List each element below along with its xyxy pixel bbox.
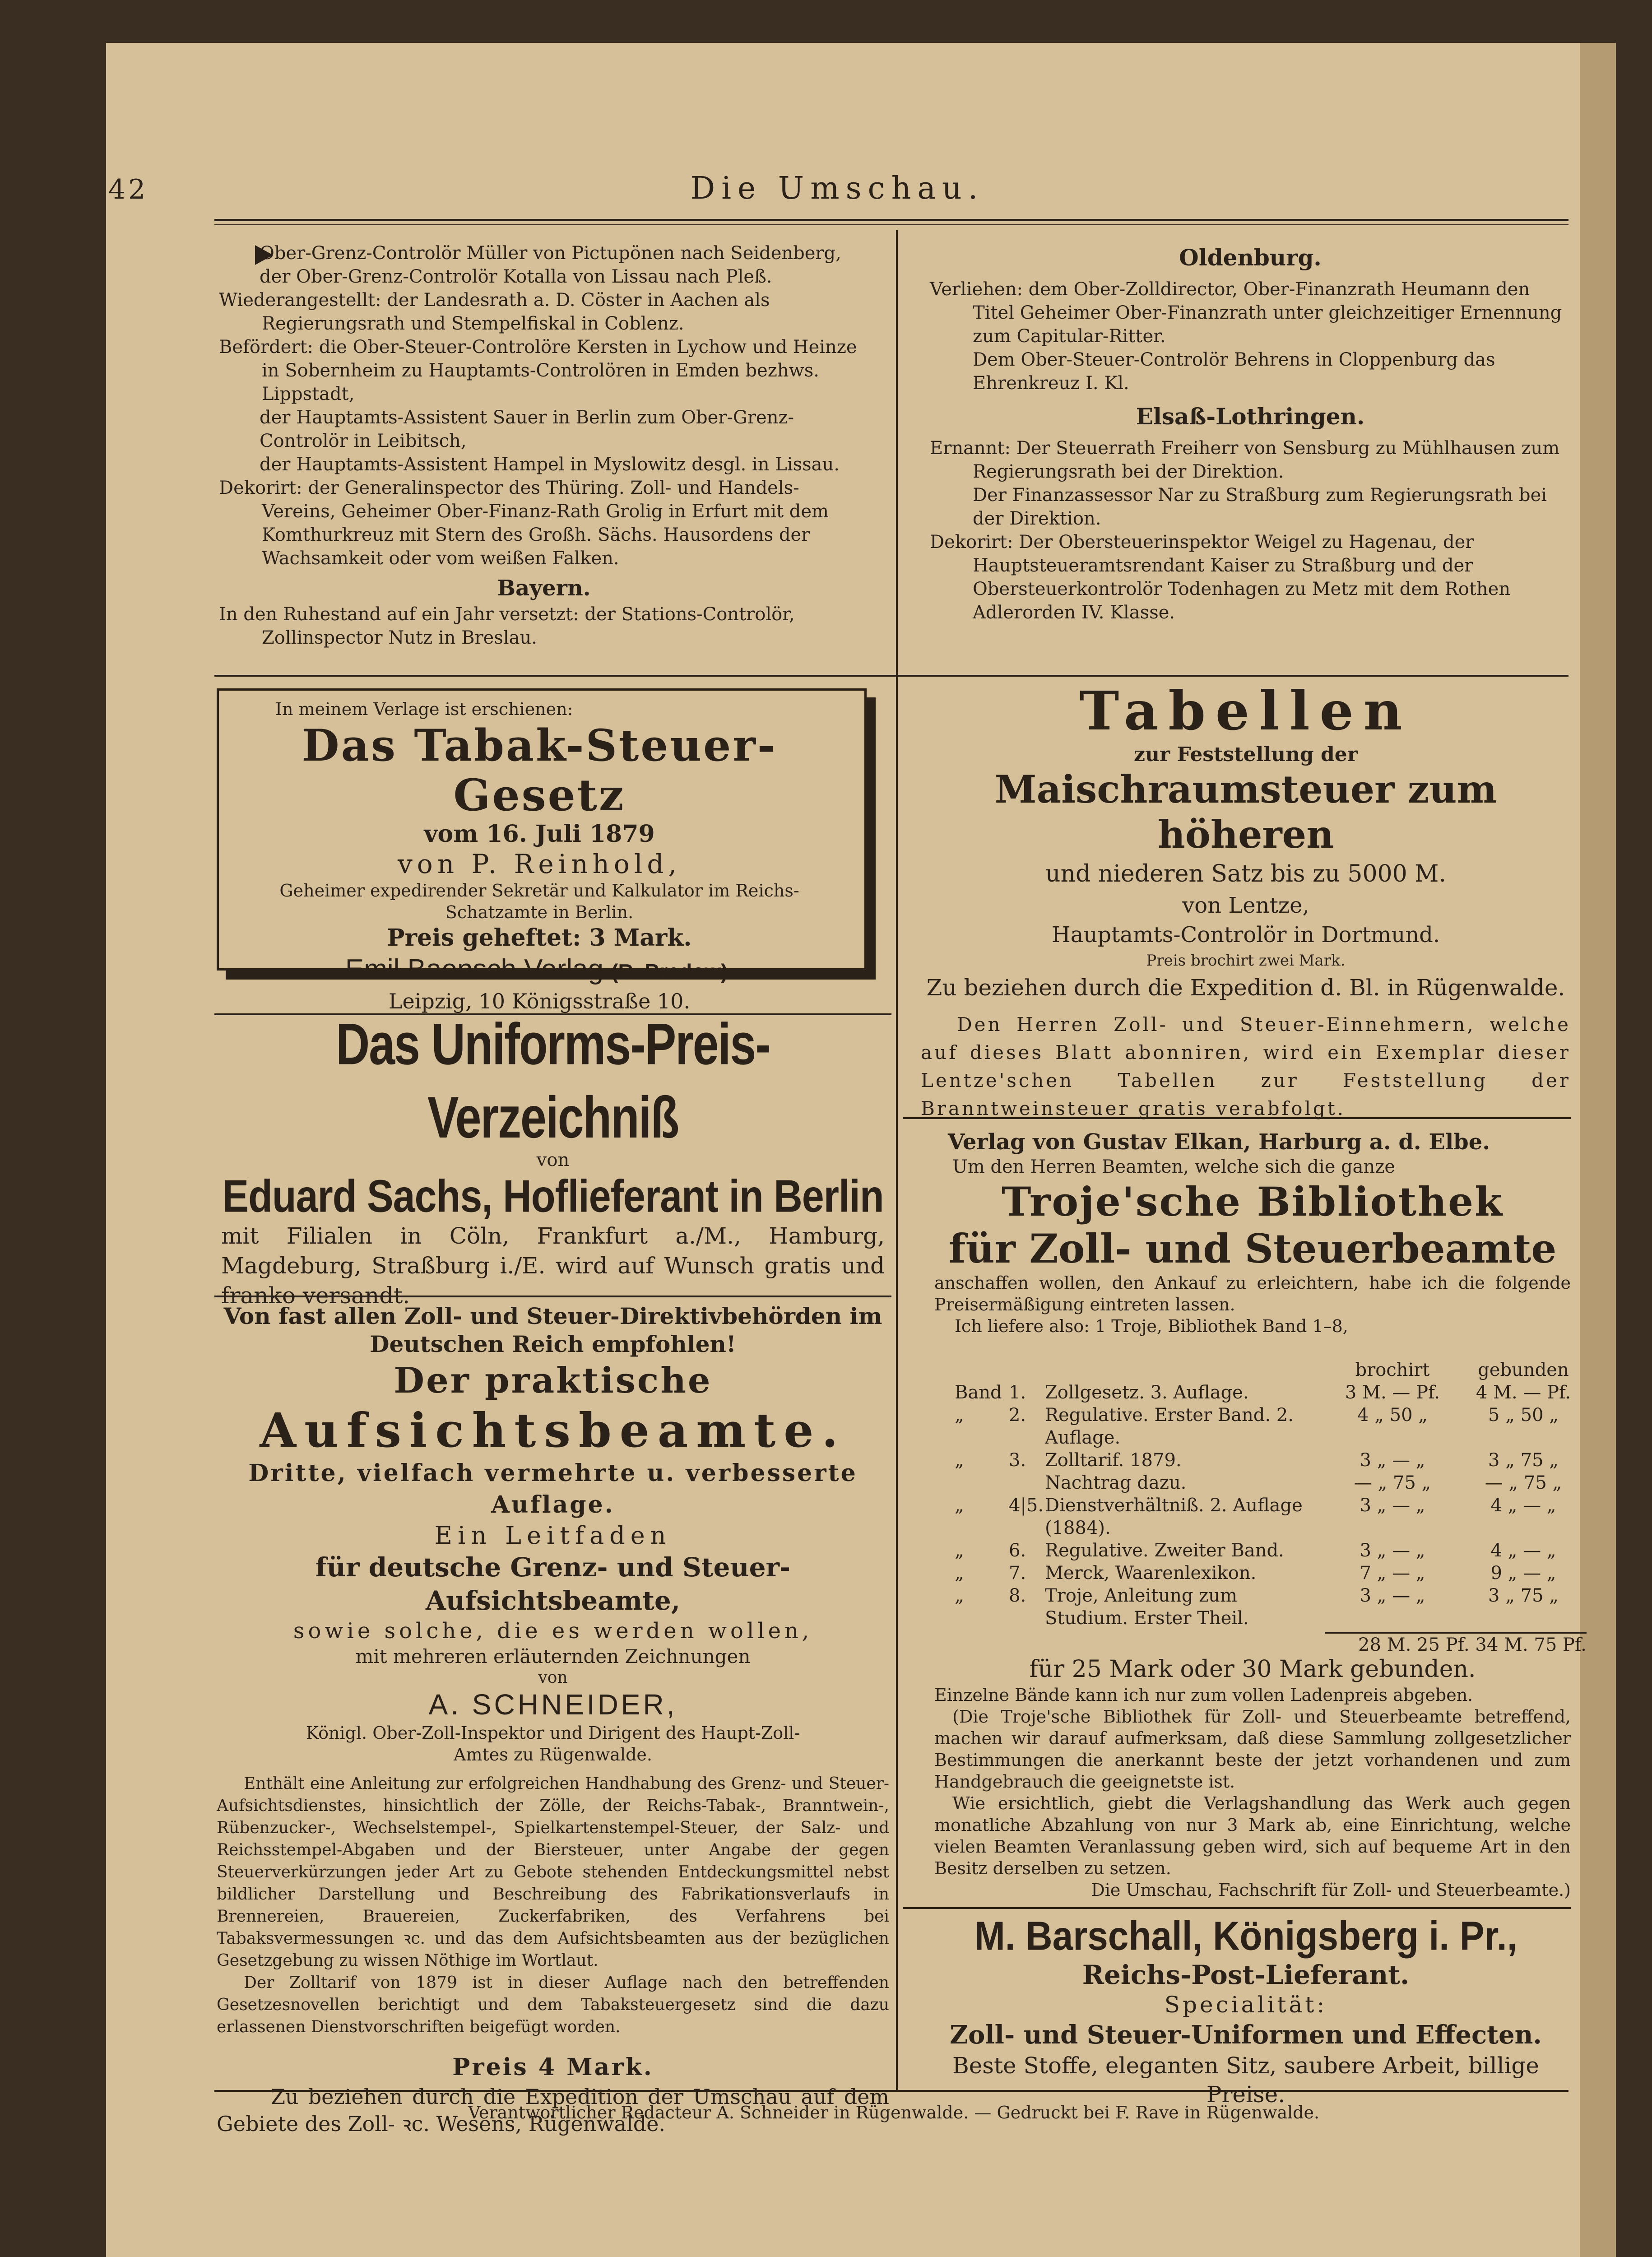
ad-note: Den Herren Zoll- und Steuer-Einnehmern, welche auf dieses Blatt abonniren, wird ein Exemplar dieser Lentze'schen Tabellen zur Feststellung der Branntweinsteuer gratis verabfolgt.	[921, 1013, 1571, 1119]
ad-title1: Troje'sche Bibliothek	[1001, 1178, 1504, 1225]
table-cell-broch: 7 „ — „	[1360, 1563, 1425, 1584]
news-line: der Hauptamts-Assistent Hampel in Myslowitz desgl. in Lissau.	[260, 454, 840, 475]
news-line: Wiederangestellt: der Landesrath a. D. Cöster in Aachen als Regierungsrath und Stempelfiskal in Coblenz.	[219, 290, 770, 334]
table-cell-broch: 3 M. — Pf.	[1345, 1382, 1440, 1403]
table-row	[955, 1449, 1587, 1472]
ad-author: A. SCHNEIDER,	[428, 1688, 678, 1721]
ad-title: Das Uniforms-Preis-Verzeichniß	[336, 1012, 770, 1151]
ad-text3: Einzelne Bände kann ich nur zum vollen Ladenpreis abgeben.	[934, 1685, 1473, 1705]
header-rule	[214, 219, 1568, 221]
ad-address: Leipzig, 10 Königsstraße 10.	[388, 989, 691, 1013]
table-cell-geb: 4 M. — Pf.	[1476, 1382, 1571, 1403]
ad-zeichnungen: mit mehreren erläuternden Zeichnungen	[355, 1645, 751, 1667]
left-top-news	[219, 241, 869, 650]
table-row	[955, 1539, 1587, 1562]
footer-imprint: Verantwortlicher Redacteur A. Schneider in Rügenwalde. — Gedruckt bei F. Rave in Rügenwalde.	[468, 2103, 1320, 2122]
ad-price: Preis 4 Mark.	[452, 2053, 654, 2081]
ad-author-desc: Geheimer expedirender Sekretär und Kalkulator im Reichs-Schatzamte in Berlin.	[279, 881, 799, 922]
news-line: Verliehen: dem Ober-Zolldirector, Ober-Finanzrath Heumann den Titel Geheimer Ober-Finanzrath unter gleichzeitiger Ernennung zum Capitular-Ritter.	[930, 279, 1562, 347]
pointer-mark-icon	[255, 245, 273, 265]
table-cell-band: „	[955, 1540, 964, 1561]
table-cell-nr: 2.	[1009, 1405, 1026, 1426]
ad-order: Zu beziehen durch die Expedition der Umschau auf dem Gebiete des Zoll- ꝛc. Wesens, Rügenwalde.	[217, 2085, 889, 2136]
ad-company: Eduard Sachs, Hoflieferant in Berlin	[222, 1170, 884, 1222]
table-body	[955, 1381, 1587, 1630]
news-line: Dem Ober-Steuer-Controlör Behrens in Cloppenburg das Ehrenkreuz I. Kl.	[973, 349, 1495, 394]
table-row	[955, 1381, 1587, 1404]
ad-text6: Die Umschau, Fachschrift für Zoll- und Steuerbeamte.)	[1091, 1880, 1571, 1900]
ad-title: Das Tabak-Steuer-Gesetz	[302, 720, 777, 821]
table-cell-band: „	[955, 1450, 964, 1471]
table-cell-nr	[1009, 1472, 1045, 1494]
table-cell-nr: 6.	[1009, 1540, 1026, 1561]
total-value: 28 M. 25 Pf. 34 M. 75 Pf.	[1358, 1635, 1587, 1655]
ad-price: Preis brochirt zwei Mark.	[1146, 952, 1346, 970]
ad-title2: Aufsichtsbeamte.	[260, 1402, 846, 1458]
ad-aufsichtsbeamte	[217, 1302, 889, 2137]
table-row	[955, 1494, 1587, 1539]
news-line: Ernannt: Der Steuerrath Freiherr von Sensburg zu Mühlhausen zum Regierungsrath bei der Direktion.	[930, 438, 1560, 482]
news-line: der Hauptamts-Assistent Sauer in Berlin zum Ober-Grenz-Controlör in Leibitsch,	[260, 407, 794, 451]
right-top-news	[930, 246, 1571, 624]
table-cell-geb: 5 „ 50 „	[1488, 1405, 1559, 1426]
table-cell-broch: 3 „ — „	[1360, 1450, 1425, 1471]
ad-title: Tabellen	[1079, 679, 1412, 742]
ad-verlag: Verlag von Gustav Elkan, Harburg a. d. Elbe.	[948, 1129, 1490, 1155]
table-cell-geb: 9 „ — „	[1490, 1563, 1556, 1584]
table-cell-title: Nachtrag dazu.	[1045, 1472, 1187, 1493]
table-cell-title: Zollgesetz. 3. Auflage.	[1045, 1382, 1249, 1403]
table-cell-title: Regulative. Zweiter Band.	[1045, 1540, 1284, 1561]
ad-uniforms	[217, 1012, 889, 1310]
news-line: Der Finanzassessor Nar zu Straßburg zum Regierungsrath bei der Direktion.	[973, 485, 1547, 529]
ad-intro: In meinem Verlage ist erschienen:	[275, 699, 573, 719]
ad-price: Preis geheftet: 3 Mark.	[387, 924, 692, 952]
ad-sub: Reichs-Post-Lieferant.	[1082, 1960, 1410, 1990]
table-cell-broch: 3 „ — „	[1360, 1585, 1425, 1606]
ad-von: von	[538, 1668, 568, 1687]
table-cell-geb: 4 „ — „	[1490, 1540, 1556, 1561]
ad-text2: Ich liefere also: 1 Troje, Bibliothek Band 1–8,	[955, 1316, 1348, 1336]
ad-troje	[934, 1128, 1571, 1337]
ad-author: von Lentze,	[1182, 893, 1309, 918]
news-line: In den Ruhestand auf ein Jahr versetzt: der Stations-Controlör, Zollinspector Nutz in Breslau.	[219, 604, 795, 648]
table-cell-broch: 4 „ 50 „	[1357, 1405, 1428, 1426]
ad-fuer: für deutsche Grenz- und Steuer-Aufsichtsbeamte,	[315, 1552, 791, 1616]
table-total	[955, 1634, 1587, 1656]
col-gebunden: gebunden	[1478, 1360, 1569, 1380]
news-line: Dekorirt: Der Obersteuerinspektor Weigel zu Hagenau, der Hauptsteueramtsrendant Kaiser zu Straßburg und der Obersteuerkontrolör Todenhagen zu Metz mit dem Rothen Adlerorden IV. Klasse.	[930, 532, 1511, 623]
table-cell-broch: 3 „ — „	[1360, 1495, 1425, 1516]
column-divider	[896, 230, 898, 2090]
table-cell-band: Band	[955, 1382, 1002, 1403]
table-row	[955, 1562, 1587, 1584]
table-cell-band: „	[955, 1585, 964, 1606]
ad-order: Zu beziehen durch die Expedition d. Bl. in Rügenwalde.	[926, 975, 1565, 1001]
ad-slogan: Beste Stoffe, eleganten Sitz, saubere Arbeit, billige Preise.	[952, 2053, 1540, 2108]
table-cell-nr: 7.	[1009, 1563, 1026, 1584]
footer-rule	[214, 2090, 1568, 2092]
table-cell-title: Regulative. Erster Band. 2. Auflage.	[1045, 1405, 1294, 1448]
table-cell-broch: — „ 75 „	[1354, 1472, 1431, 1493]
table-cell-nr: 4|5.	[1009, 1495, 1044, 1516]
ad-author: von P. Reinhold,	[398, 849, 681, 879]
ad-text: mit Filialen in Cöln, Frankfurt a./M., Hamburg, Magdeburg, Straßburg i./E. wird auf Wunsch gratis und franko versandt.	[221, 1223, 885, 1309]
table-cell-geb: — „ 75 „	[1485, 1472, 1562, 1493]
table-cell-nr: 3.	[1009, 1450, 1026, 1471]
news-line: Befördert: die Ober-Steuer-Controlöre Kersten in Lychow und Heinze in Sobernheim zu Hauptamts-Controlören in Emden bezhws. Lippstadt,	[219, 337, 857, 404]
ad-sub2: Maischraumsteuer zum höheren	[994, 767, 1497, 857]
ad-title1: Der praktische	[394, 1360, 712, 1401]
ad-title2: für Zoll- und Steuerbeamte	[948, 1225, 1557, 1272]
news-line: Dekorirt: der Generalinspector des Thüring. Zoll- und Handels-Vereins, Geheimer Ober-Finanz-Rath Grolig in Erfurt mit dem Komthurkreuz mit Stern des Großh. Sächs. Hausordens der Wachsamkeit oder vom weißen Falken.	[219, 478, 829, 569]
table-cell-band: „	[955, 1563, 964, 1584]
ad-text4: (Die Troje'sche Bibliothek für Zoll- und Steuerbeamte betreffend, machen wir darauf aufmerksam, daß diese Sammlung zollgesetzlicher Bestimmungen die anerkannt beste der jetzt vorhandenen und zum Handgebrauch die geeignetste ist.	[934, 1707, 1571, 1792]
news-line: Ober-Grenz-Controlör Müller von Pictupönen nach Seidenberg,	[260, 243, 841, 264]
section-heading-elsass: Elsaß-Lothringen.	[1136, 403, 1365, 430]
ad-rule	[214, 1296, 891, 1297]
ad-rule	[903, 1907, 1571, 1909]
table-cell-title: Merck, Waarenlexikon.	[1045, 1563, 1257, 1584]
publisher-name: Emil Baensch Verlag	[345, 954, 603, 985]
ad-leitfaden: Ein Leitfaden	[434, 1521, 672, 1550]
ad-contents: Enthält eine Anleitung zur erfolgreichen Handhabung des Grenz- und Steuer-Aufsichtsdienstes, hinsichtlich der Zölle, der Reichs-Tabak-, Branntwein-, Rübenzucker-, Wechselstempel-, Spielkartenstempel-Steuer, der Salz- und Reichsstempel-Abgaben und der Biersteuer, unter Angabe der gegen Steuerverkürzungen jeder Art zu Gebote stehenden Entdeckungsmittel nebst bildlicher Darstellung und Beschreibung des Fabrikationsverlaufs in Brennereien, Brauereien, Zuckerfabriken, des Verfahrens bei Tabaksvermessungen ꝛc. und das dem Aufsichtsbeamten aus der bezüglichen Gesetzgebung zu wissen Nöthige im Wortlaut.	[217, 1774, 889, 1970]
table-cell-band	[955, 1472, 1009, 1494]
ad-text5: Wie ersichtlich, giebt die Verlagshandlung das Werk auch gegen monatliche Abzahlung von nur 3 Mark ab, eine Einrichtung, welche vielen Beamten Veranlassung geben wird, sich auf bequeme Art in den Besitz derselben zu setzen.	[934, 1793, 1571, 1878]
ad-rule	[903, 1117, 1571, 1119]
section-heading-bayern: Bayern.	[497, 576, 591, 601]
ad-sub1: zur Feststellung der	[1134, 743, 1358, 766]
table-cell-broch: 3 „ — „	[1360, 1540, 1425, 1561]
table-cell-geb: 3 „ 75 „	[1488, 1585, 1559, 1606]
col-brochirt: brochirt	[1355, 1360, 1430, 1380]
ad-tabak-content	[226, 697, 853, 1014]
ad-author-desc: Königl. Ober-Zoll-Inspektor und Dirigent des Haupt-Zoll-Amtes zu Rügenwalde.	[306, 1723, 800, 1765]
ad-title: M. Barschall, Königsberg i. Pr.,	[974, 1913, 1517, 1959]
page-number: 42	[108, 174, 148, 205]
section-heading-oldenburg: Oldenburg.	[1179, 244, 1322, 271]
ad-intro: Um den Herren Beamten, welche sich die ganze	[952, 1156, 1396, 1177]
table-cell-band: „	[955, 1405, 964, 1426]
ad-spec: Specialität:	[1164, 1992, 1327, 2018]
table-cell-band: „	[955, 1495, 964, 1516]
table-cell-geb: 4 „ — „	[1490, 1495, 1556, 1516]
ad-sowie: sowie solche, die es werden wollen,	[293, 1618, 813, 1644]
table-row	[955, 1472, 1587, 1494]
ad-von: von	[536, 1150, 570, 1170]
page-edge	[1580, 43, 1616, 2257]
ad-tabellen	[921, 679, 1571, 1123]
ad-offer: für 25 Mark oder 30 Mark gebunden.	[1029, 1656, 1476, 1683]
journal-title: Die Umschau.	[690, 171, 984, 206]
table-cell-nr: 1.	[1009, 1382, 1026, 1403]
table-cell-title: Troje, Anleitung zum Studium. Erster Theil.	[1045, 1585, 1249, 1629]
table-cell-title: Dienstverhältniß. 2. Auflage (1884).	[1045, 1495, 1303, 1538]
table-header	[955, 1359, 1587, 1381]
ad-contents2: Der Zolltarif von 1879 ist in dieser Auflage nach den betreffenden Gesetzesnovellen berichtigt und dem Tabaksteuergesetz sind die dazu erlassenen Dienstvorschriften beigefügt worden.	[217, 1974, 889, 2036]
ad-barschall	[921, 1914, 1571, 2109]
ad-sub3: und niederen Satz bis zu 5000 M.	[1045, 860, 1447, 887]
page-header	[104, 131, 1571, 206]
ad-troje-notes	[934, 1654, 1571, 1901]
ad-text1: anschaffen wollen, den Ankauf zu erleichtern, habe ich die folgende Preisermäßigung eintreten lassen.	[934, 1273, 1571, 1314]
table-cell-geb: 3 „ 75 „	[1488, 1450, 1559, 1471]
section-rule	[214, 675, 1568, 677]
ad-recommend: Von fast allen Zoll- und Steuer-Direktivbehörden im Deutschen Reich empfohlen!	[223, 1303, 882, 1357]
table-row	[955, 1404, 1587, 1449]
publisher-sub: (R. Bredow).	[611, 960, 734, 983]
table-cell-nr: 8.	[1009, 1585, 1026, 1606]
ad-edition: Dritte, vielfach vermehrte u. verbesserte Auflage.	[248, 1459, 858, 1519]
table-cell-title: Zolltarif. 1879.	[1045, 1450, 1182, 1471]
ad-items: Zoll- und Steuer-Uniformen und Effecten.	[950, 2020, 1542, 2050]
price-table	[955, 1359, 1587, 1656]
header-rule-thin	[214, 224, 1568, 225]
ad-date: vom 16. Juli 1879	[424, 820, 655, 848]
ad-publisher	[226, 953, 853, 988]
news-line: der Ober-Grenz-Controlör Kotalla von Lissau nach Pleß.	[260, 266, 772, 287]
table-row	[955, 1584, 1587, 1630]
ad-author-desc: Hauptamts-Controlör in Dortmund.	[1051, 922, 1440, 947]
